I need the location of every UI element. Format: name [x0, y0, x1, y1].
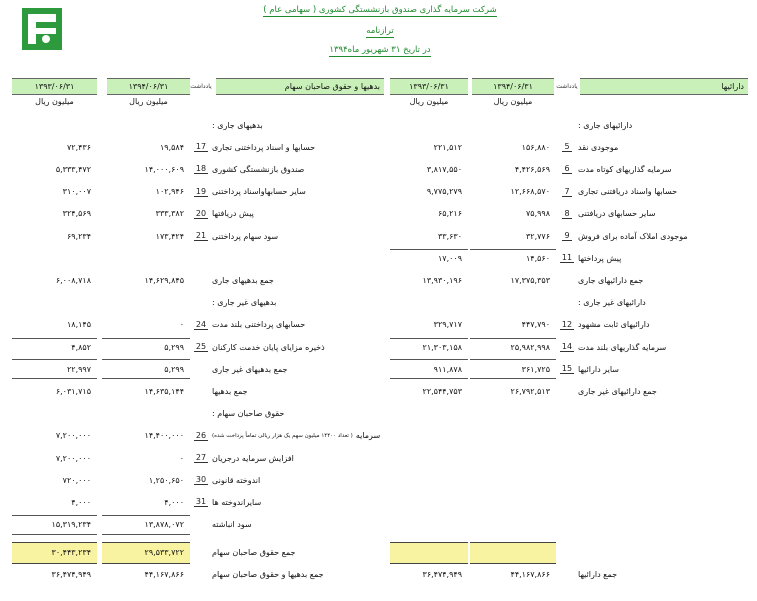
- table-row: [12, 564, 748, 586]
- row-label: دارائیهای غیر جاری :: [578, 298, 646, 308]
- row-label: حسابها و اسناد پرداختنی تجاری: [212, 142, 316, 152]
- row-label: اندوخته قانونی: [212, 475, 261, 485]
- col-header-1394-right: ۱۳۹۴/۰۶/۳۱: [472, 78, 554, 95]
- unit-label: میلیون ریال: [409, 97, 449, 106]
- value-1393: ۱۷,۰۰۹: [390, 247, 468, 269]
- col-header-note-right: یادداشت: [556, 83, 578, 90]
- table-row: [12, 247, 748, 269]
- note-cell: [190, 491, 212, 513]
- note-ref: 27: [195, 453, 207, 462]
- value-1393: ۳۳,۶۳۰: [437, 231, 462, 241]
- value-1393: ۷۲,۴۳۶: [66, 142, 91, 152]
- table-row: [12, 269, 748, 291]
- value-1393: ۳۱۰,۰۰۷: [62, 187, 91, 197]
- note-cell: [190, 225, 212, 247]
- value-1394: ۴۴۷,۷۹۰: [521, 320, 550, 330]
- row-label: حسابهای پرداختنی بلند مدت: [212, 320, 306, 330]
- table-row: [12, 136, 748, 158]
- note-ref: 6: [564, 164, 570, 174]
- table-row: [12, 514, 748, 536]
- value-1394: ۴,۴۲۶,۵۶۹: [514, 164, 550, 174]
- table-row: [12, 225, 748, 247]
- table-row: [12, 114, 748, 136]
- value-1394: ۴۴,۱۶۷,۸۶۶: [510, 570, 550, 580]
- value-1393: ۴,۰۰۰: [71, 497, 91, 507]
- note-cell: [190, 136, 212, 158]
- value-1393: ۳۶,۴۷۴,۹۴۹: [422, 570, 462, 580]
- value-1393: ۷,۲۰۰,۰۰۰: [55, 453, 91, 463]
- note-ref: 24: [195, 319, 207, 329]
- note-ref: 9: [564, 231, 570, 240]
- note-ref: 7: [564, 186, 570, 196]
- value-1394: ۱۴,۶۳۵,۱۴۴: [144, 386, 184, 396]
- value-1393: ۳۶,۴۷۴,۹۴۹: [51, 570, 91, 580]
- value-1394: ۱۴,۶۲۹,۸۴۵: [144, 275, 184, 285]
- note-ref: 21: [195, 231, 207, 240]
- unit-label: میلیون ریال: [129, 97, 168, 106]
- col-header-1393-left: ۱۳۹۳/۰۶/۳۱: [12, 78, 97, 95]
- value-1394: ۳۲,۷۷۶: [525, 231, 550, 241]
- value-1393: ۶۹,۲۳۴: [66, 231, 91, 241]
- row-label: پیش دریافتها: [212, 209, 254, 219]
- note-cell: [556, 358, 578, 380]
- value-1394: ۵,۲۹۹: [102, 336, 190, 358]
- table-row: [12, 380, 748, 402]
- table-row: [12, 158, 748, 180]
- grand-total-highlight: [390, 542, 468, 564]
- value-1394: ۱,۲۵۰,۶۵۰: [148, 475, 184, 485]
- row-label: سایر حسابهاواسناد پرداختنی: [212, 187, 306, 197]
- row-label: دارائیهای ثابت مشهود: [578, 320, 650, 330]
- row-label: سایر حسابهای دریافتنی: [578, 209, 656, 219]
- row-label: سود انباشته: [212, 520, 252, 530]
- row-label: جمع بدهیها: [212, 386, 248, 396]
- value-1393: ۳۰,۴۴۳,۲۳۴: [51, 548, 91, 558]
- note-cell: [556, 225, 578, 247]
- value-1394: ۲۶,۷۹۲,۵۱۳: [510, 386, 550, 396]
- row-label: سرمایه گذاریهای کوتاه مدت: [578, 164, 672, 174]
- value-1393: ۱۸,۱۴۵: [66, 320, 91, 330]
- note-cell: [556, 181, 578, 203]
- col-header-assets: دارائیها: [580, 78, 748, 95]
- note-cell: [190, 158, 212, 180]
- value-1393: ۶۵,۲۱۶: [437, 209, 462, 219]
- row-label: جمع بدهیهای جاری: [212, 275, 274, 285]
- value-1393: ۱۳,۹۳۰,۱۹۶: [422, 275, 462, 285]
- value-1393: ۲۲,۵۴۴,۷۵۳: [422, 386, 462, 396]
- table-row: [12, 403, 748, 425]
- value-1394: ۴,۰۰۰: [164, 497, 184, 507]
- value-1394: ۳۳۳,۳۸۲: [155, 209, 184, 219]
- company-logo-icon: [22, 8, 62, 50]
- table-row: [12, 425, 748, 447]
- row-label: [212, 425, 387, 447]
- table-row: [12, 358, 748, 380]
- unit-label: میلیون ریال: [35, 97, 74, 106]
- note-cell: [556, 203, 578, 225]
- value-1393: ۴,۸۵۲: [12, 336, 97, 358]
- value-1394: ۱۷,۳۷۵,۳۵۳: [510, 275, 550, 285]
- value-1394: ۲۵,۹۸۲,۹۹۸: [470, 336, 556, 358]
- row-label-sub: ( تعداد ۱۴۴۰۰ میلیون سهم یک هزار ریالی تماماً پرداخت شده): [212, 432, 353, 439]
- value-1393: ۷۲۰,۰۰۰: [62, 475, 91, 485]
- value-1393: ۶,۰۳۱,۷۱۵: [55, 386, 91, 396]
- note-ref: 14: [561, 342, 573, 351]
- note-cell: [190, 203, 212, 225]
- row-label: سود سهام پرداختنی: [212, 231, 279, 241]
- row-label: سرمایه گذاریهای بلند مدت: [578, 342, 667, 352]
- row-label: جمع دارائیهای جاری: [578, 275, 644, 285]
- row-label: جمع دارائیها: [578, 570, 618, 580]
- row-label: دارائیهای جاری :: [578, 120, 633, 130]
- company-name: شرکت سرمایه گذاری صندوق بازنشستگی کشوری ( سهامی عام ): [263, 5, 497, 15]
- value-1393: ۲۲۱,۵۱۲: [433, 142, 462, 152]
- note-ref: 15: [561, 364, 573, 374]
- value-1393: ۱۵,۳۱۹,۲۳۴: [12, 514, 97, 536]
- col-header-liabilities: بدهیها و حقوق صاحبان سهام: [216, 78, 384, 95]
- value-1393: ۹۱۱,۸۷۸: [390, 358, 468, 380]
- unit-label: میلیون ریال: [493, 97, 533, 106]
- report-title: ترازنامه: [366, 26, 394, 36]
- row-label: صندوق بازنشستگی کشوری: [212, 164, 305, 174]
- grand-total-highlight: [470, 542, 556, 564]
- note-ref: 26: [195, 430, 207, 440]
- note-ref: 31: [195, 497, 207, 507]
- row-label-main: سرمایه: [355, 431, 381, 441]
- table-row: [12, 491, 748, 513]
- note-cell: [190, 336, 212, 358]
- note-cell: [190, 314, 212, 336]
- note-ref: 5: [564, 142, 570, 152]
- note-ref: 18: [195, 164, 207, 174]
- note-cell: [190, 469, 212, 491]
- value-1394: ۲۹,۵۳۳,۷۲۲: [144, 548, 184, 558]
- note-cell: [556, 247, 578, 269]
- value-1394: ۱۵۶,۸۸۰: [521, 142, 550, 152]
- value-1394: ۱۹,۵۸۴: [159, 142, 184, 152]
- note-cell: [556, 136, 578, 158]
- value-1393: ۳۲۴,۵۶۹: [62, 209, 91, 219]
- row-label: بدهیهای غیر جاری :: [212, 298, 277, 308]
- table-row: [12, 203, 748, 225]
- row-label: سایر دارائیها: [578, 364, 619, 374]
- value-1394: ۰: [179, 320, 184, 330]
- note-cell: [190, 181, 212, 203]
- row-label: پیش پرداختها: [578, 253, 622, 263]
- row-label: جمع بدهیهای غیر جاری: [212, 364, 288, 374]
- col-header-1394-left: ۱۳۹۴/۰۶/۳۱: [107, 78, 190, 95]
- row-label: جمع بدهیها و حقوق صاحبان سهام: [212, 570, 324, 580]
- row-label: جمع دارائیهای غیر جاری: [578, 386, 657, 396]
- table-row: [12, 469, 748, 491]
- note-ref: 8: [564, 208, 570, 218]
- note-ref: 20: [195, 208, 207, 218]
- table-row: [12, 292, 748, 314]
- value-1394: ۱۰۲,۹۴۶: [155, 187, 184, 197]
- value-1393: ۵,۳۳۳,۴۷۲: [55, 164, 91, 174]
- value-1393: ۳۲۹,۷۱۷: [433, 320, 462, 330]
- note-ref: 19: [195, 186, 207, 196]
- value-1393: ۶,۰۰۸,۷۱۸: [55, 275, 91, 285]
- value-1394: ۷۵,۹۹۸: [525, 209, 550, 219]
- note-cell: [556, 158, 578, 180]
- value-1394: ۰: [179, 453, 184, 463]
- col-header-note-left: یادداشت: [190, 83, 212, 90]
- value-1393: ۳,۸۱۷,۵۵۰: [426, 164, 462, 174]
- note-ref: 12: [561, 319, 573, 329]
- value-1393: ۹,۷۷۵,۲۷۹: [426, 187, 462, 197]
- row-label: حسابها واسناد دریافتنی تجاری: [578, 187, 678, 197]
- row-label: بدهیهای جاری :: [212, 120, 263, 130]
- row-label: افزایش سرمایه درجریان: [212, 453, 294, 463]
- table-row: [12, 336, 748, 358]
- value-1393: ۲۲,۹۹۷: [12, 358, 97, 380]
- value-1394: ۱۴,۰۰۰,۶۰۹: [144, 164, 184, 174]
- value-1394: ۱۲,۶۶۸,۵۷۰: [510, 187, 550, 197]
- value-1393: ۷,۲۰۰,۰۰۰: [55, 431, 91, 441]
- note-ref: 30: [195, 475, 207, 485]
- value-1394: ۵,۲۹۹: [102, 358, 190, 380]
- row-label: حقوق صاحبان سهام :: [212, 409, 285, 419]
- row-label: موجودی املاک آماده برای فروش: [578, 231, 688, 241]
- report-date: در تاریخ ۳۱ شهریور ماه۱۳۹۴: [329, 45, 431, 55]
- table-row: [12, 542, 748, 564]
- value-1394: ۳۶۱,۷۲۵: [470, 358, 556, 380]
- row-label: ذخیره مزایای پایان خدمت کارکنان: [212, 342, 325, 352]
- col-header-1393-right: ۱۳۹۳/۰۶/۳۱: [390, 78, 468, 95]
- table-row: [12, 447, 748, 469]
- table-row: [12, 314, 748, 336]
- note-cell: [190, 447, 212, 469]
- table-row: [12, 181, 748, 203]
- value-1394: ۱۳,۸۷۸,۰۷۲: [102, 514, 190, 536]
- row-label: موجودی نقد: [578, 142, 619, 152]
- note-ref: 25: [195, 342, 207, 351]
- value-1394: ۱۷۳,۴۲۴: [155, 231, 184, 241]
- note-cell: [190, 425, 212, 447]
- note-cell: [556, 336, 578, 358]
- note-ref: 17: [195, 142, 207, 152]
- row-label: جمع حقوق صاحبان سهام: [212, 548, 296, 558]
- row-label: سایراندوخته ها: [212, 497, 262, 507]
- value-1394: ۱۴,۵۶۰: [470, 247, 556, 269]
- value-1393: ۲۱,۳۰۳,۱۵۸: [390, 336, 468, 358]
- value-1394: ۴۴,۱۶۷,۸۶۶: [144, 570, 184, 580]
- note-cell: [556, 314, 578, 336]
- value-1394: ۱۴,۴۰۰,۰۰۰: [144, 431, 184, 441]
- note-ref: 11: [561, 253, 573, 263]
